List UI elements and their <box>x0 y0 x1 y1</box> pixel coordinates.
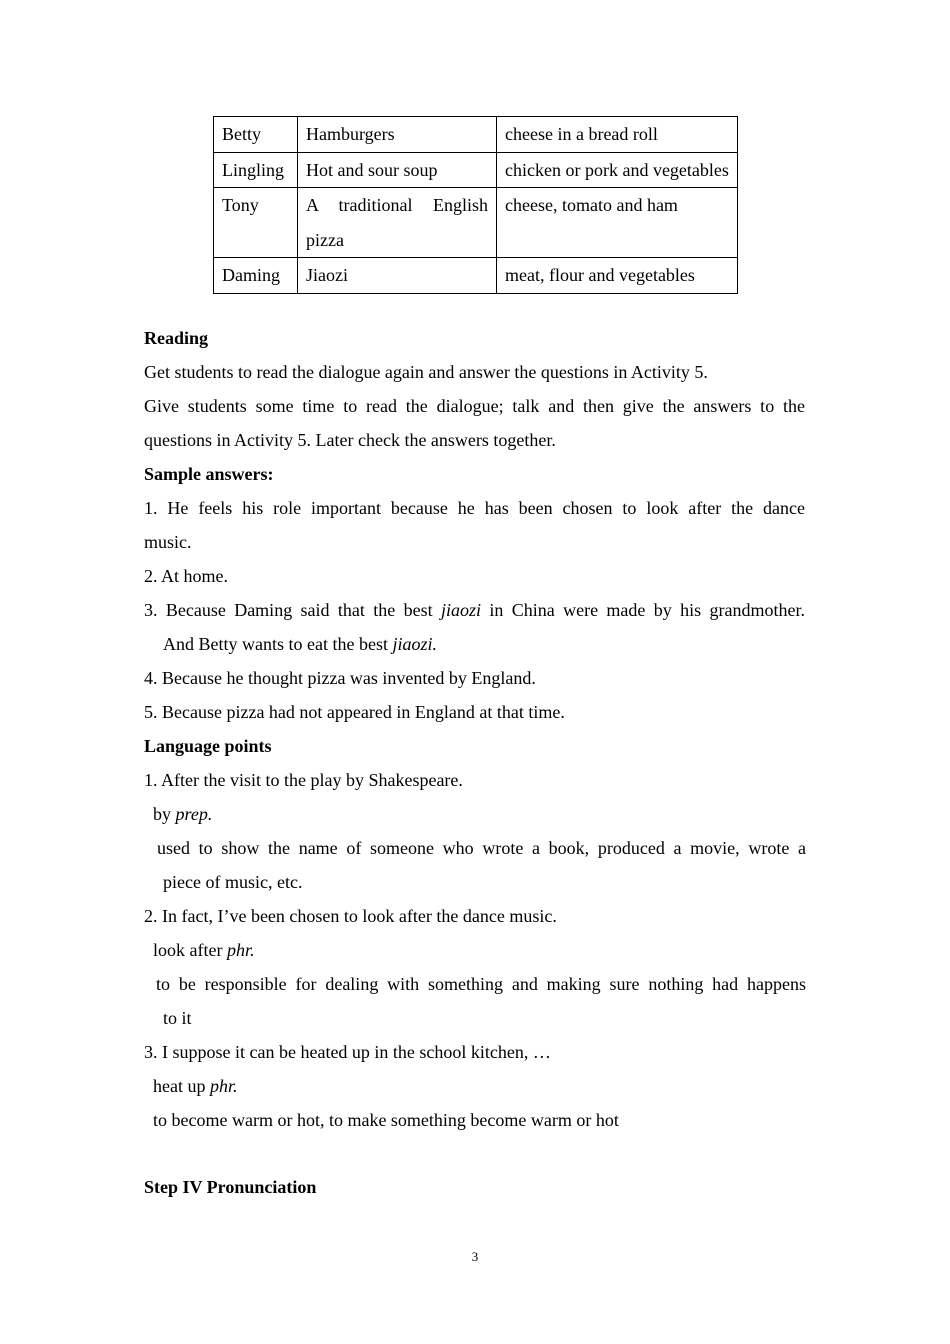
table-row <box>214 258 738 294</box>
answer-5: 5. Because pizza had not appeared in England at that time. <box>144 702 565 722</box>
table-cell-ingredients: cheese, tomato and ham <box>497 188 738 258</box>
reading-paragraph-line2: questions in Activity 5. Later check the answers together. <box>144 430 556 450</box>
language-points-heading: Language points <box>144 736 272 756</box>
reading-paragraph-line1: Give students some time to read the dialogue; talk and then give the answers to the <box>144 396 805 416</box>
table-cell-name: Tony <box>214 188 298 258</box>
table-cell-name: Betty <box>214 117 298 153</box>
language-point-3-term <box>153 1075 238 1097</box>
answer-4: 4. Because he thought pizza was invented by England. <box>144 668 536 688</box>
answer-3-text: 3. Because Daming said that the best <box>144 600 441 620</box>
term-word: by <box>153 804 176 824</box>
food-table <box>213 116 738 294</box>
reading-instruction: Get students to read the dialogue again and answer the questions in Activity 5. <box>144 362 708 382</box>
answer-1-line2: music. <box>144 532 192 552</box>
part-of-speech: phr. <box>209 1076 238 1096</box>
table-cell-ingredients: meat, flour and vegetables <box>497 258 738 294</box>
table-row <box>214 152 738 188</box>
table-cell-food: Hot and sour soup <box>298 152 497 188</box>
language-point-2-definition-line1: to be responsible for dealing with something and making sure nothing had happens <box>156 974 806 994</box>
part-of-speech: prep. <box>175 804 213 824</box>
answer-3-line2-text: And Betty wants to eat the best <box>163 634 393 654</box>
answer-3-line2 <box>163 633 437 655</box>
page-number: 3 <box>471 1249 479 1264</box>
step-heading: Step IV Pronunciation <box>144 1177 317 1197</box>
answer-1-line1: 1. He feels his role important because he has been chosen to look after the dance <box>144 498 805 518</box>
table-cell-food: A traditional English pizza <box>298 188 497 258</box>
term-word: heat up <box>153 1076 210 1096</box>
language-point-1-definition-line2: piece of music, etc. <box>163 872 303 892</box>
part-of-speech: phr. <box>226 940 255 960</box>
answer-3-line2-italic: jiaozi. <box>392 634 437 654</box>
language-point-3-definition: to become warm or hot, to make something become warm or hot <box>153 1110 619 1130</box>
table-row <box>214 117 738 153</box>
answer-3-line1 <box>144 599 805 621</box>
answer-3-italic: jiaozi <box>440 600 481 620</box>
table-row <box>214 188 738 258</box>
table-cell-food: Jiaozi <box>298 258 497 294</box>
language-point-2-term <box>153 939 254 961</box>
table-cell-name: Lingling <box>214 152 298 188</box>
table-cell-ingredients: cheese in a bread roll <box>497 117 738 153</box>
language-point-2-definition-line2: to it <box>163 1008 192 1028</box>
table-cell-food: Hamburgers <box>298 117 497 153</box>
language-point-1-definition-line1: used to show the name of someone who wrote a book, produced a movie, wrote a <box>157 838 806 858</box>
language-point-1-term <box>153 803 212 825</box>
answer-2: 2. At home. <box>144 566 228 586</box>
answer-3-text-end: in China were made by his grandmother. <box>481 600 805 620</box>
language-point-1: 1. After the visit to the play by Shakespeare. <box>144 770 463 790</box>
term-word: look after <box>153 940 227 960</box>
table-cell-name: Daming <box>214 258 298 294</box>
table-cell-ingredients: chicken or pork and vegetables <box>497 152 738 188</box>
language-point-2: 2. In fact, I’ve been chosen to look after the dance music. <box>144 906 557 926</box>
sample-answers-heading: Sample answers: <box>144 464 274 484</box>
reading-heading: Reading <box>144 328 209 348</box>
language-point-3: 3. I suppose it can be heated up in the school kitchen, … <box>144 1042 551 1062</box>
